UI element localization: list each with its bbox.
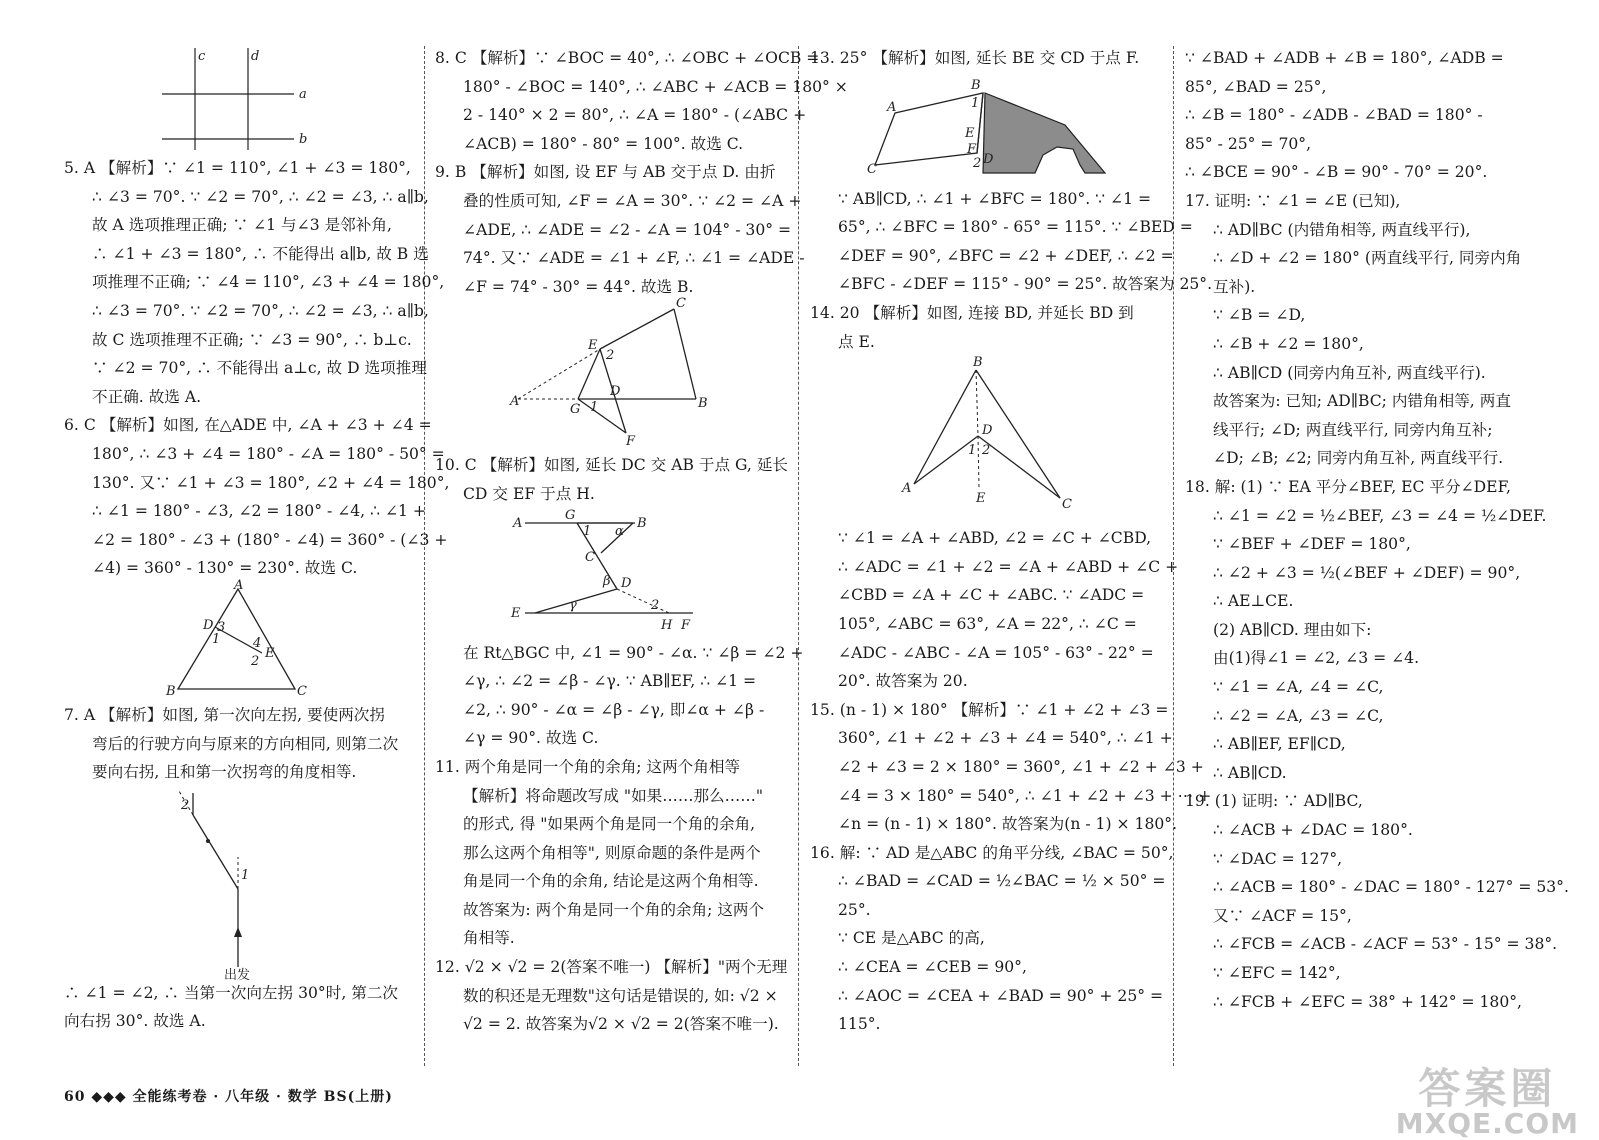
text-line: ∴ ∠B = 180° - ∠ADB - ∠BAD = 180° - bbox=[1185, 106, 1483, 125]
fig-label-a: a bbox=[299, 87, 307, 102]
text-line: (2) AB∥CD. 理由如下: bbox=[1213, 620, 1372, 639]
text-line: ∠ADE, ∴ ∠ADE = ∠2 - ∠A = 104° - 30° = bbox=[463, 220, 792, 239]
text-line: 7. A 【解析】如图, 第一次向左拐, 要使两次拐 bbox=[64, 705, 385, 724]
column-2 bbox=[435, 44, 848, 1039]
text-line: ∴ ∠2 = ∠A, ∠3 = ∠C, bbox=[1213, 706, 1384, 725]
fig-label-B: B bbox=[973, 355, 983, 371]
text-line: ∴ ∠3 = 70°. ∵ ∠2 = 70°, ∴ ∠2 = ∠3, ∴ a∥b, bbox=[92, 301, 429, 320]
text-line: 10. C 【解析】如图, 延长 DC 交 AB 于点 G, 延长 bbox=[435, 456, 789, 475]
text-line: 【解析】将命题改写成 "如果……那么……" bbox=[463, 786, 763, 805]
fig-label-D: D bbox=[621, 575, 632, 591]
text-line: 65°, ∴ ∠BFC = 180° - 65° = 115°. ∵ ∠BED = bbox=[838, 218, 1193, 237]
fig-label-gamma: γ bbox=[569, 597, 577, 613]
fig-label-G: G bbox=[570, 402, 581, 418]
text-line: ∵ ∠BAD + ∠ADB + ∠B = 180°, ∠ADB = bbox=[1185, 49, 1504, 67]
text-line: 角是同一个角的余角, 结论是这两个角相等. bbox=[463, 872, 759, 891]
answer-18 bbox=[1185, 473, 1547, 788]
text-line: ∠4) = 360° - 130° = 230°. 故选 C. bbox=[92, 559, 358, 578]
fig-label-B: B bbox=[165, 683, 176, 699]
answer-6 bbox=[64, 411, 450, 583]
text-line: ∠2 + ∠3 = 2 × 180° = 360°, ∠1 + ∠2 + ∠3 + bbox=[838, 757, 1204, 776]
fig-label-1: 1 bbox=[968, 443, 977, 459]
fig-label-4: 4 bbox=[252, 635, 261, 651]
text-line: 不正确. 故选 A. bbox=[92, 387, 202, 406]
fig-label-2: 2 bbox=[180, 797, 189, 813]
text-line: 18. 解: (1) ∵ EA 平分∠BEF, EC 平分∠DEF, bbox=[1185, 477, 1511, 496]
text-line: ∠DEF = 90°, ∠BFC = ∠2 + ∠DEF, ∴ ∠2 = bbox=[838, 246, 1174, 265]
text-line: ∴ AD∥BC (内错角相等, 两直线平行), bbox=[1213, 220, 1471, 239]
text-line: ∴ ∠D + ∠2 = 180° (两直线平行, 同旁内角 bbox=[1213, 249, 1522, 268]
figure-zigzag-parallel bbox=[435, 509, 785, 639]
text-line: ∵ ∠2 = 70°, ∴ 不能得出 a⊥c, 故 D 选项推理 bbox=[92, 359, 427, 378]
text-line: ∠2 = 180° - ∠3 + (180° - ∠4) = 360° - (∠3 + bbox=[92, 530, 448, 549]
text-line: 故 C 选项推理不正确; ∵ ∠3 = 90°, ∴ b⊥c. bbox=[92, 330, 412, 349]
text-line: 角相等. bbox=[463, 929, 515, 948]
fig-label-1: 1 bbox=[590, 400, 599, 416]
text-line: 25°. bbox=[838, 900, 871, 919]
text-line: 9. B 【解析】如图, 设 EF 与 AB 交于点 D. 由折 bbox=[435, 163, 776, 182]
text-line: 点 E. bbox=[838, 332, 875, 351]
text-line: ∠2, ∴ 90° - ∠α = ∠β - ∠γ, 即∠α + ∠β - bbox=[463, 700, 765, 719]
fig-label-A: A bbox=[887, 99, 897, 115]
text-line: 360°, ∠1 + ∠2 + ∠3 + ∠4 = 540°, ∴ ∠1 + bbox=[838, 729, 1173, 748]
fig-label-D: D bbox=[202, 617, 213, 633]
text-line: 2 - 140° × 2 = 80°, ∴ ∠A = 180° - (∠ABC + bbox=[463, 106, 807, 125]
text-line: 要向右拐, 且和第一次拐弯的角度相等. bbox=[92, 763, 357, 782]
answer-17 bbox=[1185, 187, 1535, 473]
text-line: ∵ ∠1 = ∠A, ∠4 = ∠C, bbox=[1213, 678, 1384, 697]
figure-parallel-lines bbox=[64, 44, 411, 154]
figure-folded-triangle bbox=[435, 296, 785, 451]
figure-turning-path bbox=[64, 787, 411, 983]
text-line: ∴ AB∥CD. bbox=[1213, 763, 1287, 782]
text-line: 由(1)得∠1 = ∠2, ∠3 = ∠4. bbox=[1213, 649, 1420, 668]
text-line: 16. 解: ∵ AD 是△ABC 的角平分线, ∠BAC = 50°, bbox=[810, 843, 1174, 862]
text-line: 85°, ∠BAD = 25°, bbox=[1185, 77, 1327, 96]
column-4 bbox=[1185, 44, 1569, 1016]
answer-7 bbox=[64, 701, 411, 787]
fig-label-A: A bbox=[510, 394, 520, 410]
answer-13 bbox=[810, 44, 1160, 73]
fig-label-1: 1 bbox=[211, 631, 220, 647]
text-line: 17. 证明: ∵ ∠1 = ∠E (已知), bbox=[1185, 191, 1401, 210]
fig-label-2: 2 bbox=[606, 348, 615, 364]
text-line: ∴ AB∥CD (同旁内角互补, 两直线平行). bbox=[1213, 363, 1486, 382]
text-line: 5. A 【解析】∵ ∠1 = 110°, ∠1 + ∠3 = 180°, bbox=[64, 159, 411, 177]
text-line: ∴ ∠B + ∠2 = 180°, bbox=[1213, 334, 1364, 353]
text-line: ∴ ∠FCB + ∠EFC = 38° + 142° = 180°, bbox=[1213, 992, 1522, 1011]
text-line: 74°. 又∵ ∠ADE = ∠1 + ∠F, ∴ ∠1 = ∠ADE - bbox=[463, 249, 805, 268]
fig-label-1: 1 bbox=[240, 867, 249, 883]
fig-label-2: 2 bbox=[973, 155, 982, 171]
text-line: ∠n = (n - 1) × 180°. 故答案为(n - 1) × 180°. bbox=[838, 815, 1178, 834]
fig-label-D: D bbox=[610, 384, 621, 400]
text-line: ∴ ∠1 = ∠2 = ½∠BEF, ∠3 = ∠4 = ½∠DEF. bbox=[1213, 506, 1547, 525]
fig-label-F: F bbox=[681, 617, 691, 633]
page-footer: 60 ◆◆◆ 全能练考卷 · 八年级 · 数学 BS(上册) bbox=[64, 1089, 393, 1105]
fig-label-2: 2 bbox=[250, 653, 259, 669]
text-line: ∴ ∠ADC = ∠1 + ∠2 = ∠A + ∠ABD + ∠C + bbox=[838, 557, 1179, 576]
text-line: 180° - ∠BOC = 140°, ∴ ∠ABC + ∠ACB = 180° × bbox=[463, 77, 848, 96]
site-watermark bbox=[1395, 1064, 1579, 1140]
text-line: ∴ ∠CEA = ∠CEB = 90°, bbox=[838, 958, 1027, 977]
answer-13-body bbox=[810, 185, 1213, 299]
text-line: ∴ ∠1 = 180° - ∠3, ∠2 = 180° - ∠4, ∴ ∠1 + bbox=[92, 502, 426, 521]
text-line: ∠ADC - ∠ABC - ∠A = 105° - 63° - 22° = bbox=[838, 643, 1154, 662]
fig-label-2: 2 bbox=[982, 443, 991, 459]
answer-8 bbox=[435, 44, 848, 158]
column-3 bbox=[810, 44, 1213, 1039]
fig-label-E: E bbox=[511, 605, 521, 621]
text-line: 故答案为: 已知; AD∥BC; 内错角相等, 两直 bbox=[1213, 392, 1511, 411]
fig-label-E: E bbox=[965, 125, 975, 141]
text-line: 的形式, 得 "如果两个角是同一个角的余角, bbox=[463, 815, 756, 834]
text-line: 13. 25° 【解析】如图, 延长 BE 交 CD 于点 F. bbox=[810, 49, 1140, 67]
answer-16 bbox=[810, 839, 1174, 1039]
text-line: ∵ ∠EFC = 142°, bbox=[1213, 964, 1341, 982]
text-line: ∠D; ∠B; ∠2; 同旁内角互补, 两直线平行. bbox=[1213, 449, 1504, 468]
fig-label-F: F bbox=[967, 141, 977, 157]
answer-16-continued bbox=[1185, 44, 1535, 187]
text-line: 180°, ∴ ∠3 + ∠4 = 180° - ∠A = 180° - 50° = bbox=[92, 444, 445, 463]
fig-label-C: C bbox=[296, 683, 307, 699]
text-line: 105°, ∠ABC = 63°, ∠A = 22°, ∴ ∠C = bbox=[838, 614, 1137, 633]
text-line: ∵ CE 是△ABC 的高, bbox=[838, 929, 985, 948]
answer-10 bbox=[435, 451, 789, 508]
text-line: 在 Rt△BGC 中, ∠1 = 90° - ∠α. ∵ ∠β = ∠2 + bbox=[463, 643, 804, 662]
text-line: 6. C 【解析】如图, 在△ADE 中, ∠A + ∠3 + ∠4 = bbox=[64, 416, 432, 435]
answer-9 bbox=[435, 158, 805, 301]
text-line: 15. (n - 1) × 180° 【解析】∵ ∠1 + ∠2 + ∠3 = bbox=[810, 700, 1169, 719]
text-line: ∠ACB) = 180° - 80° = 100°. 故选 C. bbox=[463, 134, 744, 153]
column-1 bbox=[64, 44, 450, 1036]
text-line: √2 = 2. 故答案为√2 × √2 = 2(答案不唯一). bbox=[463, 1015, 779, 1034]
fig-label-C: C bbox=[1062, 497, 1072, 513]
figure-parallelogram-shape bbox=[810, 73, 1160, 185]
text-line: ∴ ∠ACB = 180° - ∠DAC = 180° - 127° = 53°. bbox=[1213, 878, 1569, 897]
text-line: 11. 两个角是同一个角的余角; 这两个角相等 bbox=[435, 757, 741, 776]
fig-label-start: 出发 bbox=[223, 967, 250, 983]
watermark-logo-text: 答案圈 bbox=[1418, 1064, 1557, 1113]
fig-label-H: H bbox=[661, 617, 673, 633]
fig-label-B: B bbox=[698, 396, 708, 412]
text-line: 叠的性质可知, ∠F = ∠A = 30°. ∵ ∠2 = ∠A + bbox=[463, 191, 802, 210]
fig-label-1: 1 bbox=[971, 95, 980, 111]
text-line: ∴ ∠ACB + ∠DAC = 180°. bbox=[1213, 821, 1413, 840]
figure-triangle-ade bbox=[64, 577, 411, 701]
answer-15 bbox=[810, 696, 1212, 839]
text-line: 互补). bbox=[1213, 277, 1256, 296]
text-line: ∠BFC - ∠DEF = 115° - 90° = 25°. 故答案为 25°. bbox=[838, 275, 1213, 294]
fig-label-1: 1 bbox=[583, 523, 592, 539]
fig-label-2: 2 bbox=[651, 597, 660, 613]
fig-label-A: A bbox=[233, 577, 243, 593]
fig-label-b: b bbox=[299, 132, 308, 147]
fig-label-d: d bbox=[251, 49, 260, 64]
text-line: ∴ ∠3 = 70°. ∵ ∠2 = 70°, ∴ ∠2 = ∠3, ∴ a∥b, bbox=[92, 187, 429, 206]
text-line: 85° - 25° = 70°, bbox=[1185, 134, 1312, 153]
fig-label-3: 3 bbox=[216, 619, 225, 635]
fig-label-D: D bbox=[982, 423, 993, 439]
text-line: ∴ ∠FCB = ∠ACB - ∠ACF = 53° - 15° = 38°. bbox=[1213, 935, 1558, 954]
text-line: ∴ ∠2 + ∠3 = ½(∠BEF + ∠DEF) = 90°, bbox=[1213, 563, 1521, 582]
text-line: ∠CBD = ∠A + ∠C + ∠ABC. ∵ ∠ADC = bbox=[838, 586, 1145, 605]
text-line: 20°. 故答案为 20. bbox=[838, 672, 968, 691]
text-line: ∠γ = 90°. 故选 C. bbox=[463, 729, 599, 748]
fig-label-C: C bbox=[867, 161, 877, 177]
answer-10-body bbox=[435, 639, 804, 753]
text-line: 14. 20 【解析】如图, 连接 BD, 并延长 BD 到 bbox=[810, 303, 1134, 322]
text-line: 19. (1) 证明: ∵ AD∥BC, bbox=[1185, 792, 1363, 811]
fig-label-B: B bbox=[971, 77, 981, 93]
fig-label-c: c bbox=[198, 49, 206, 64]
text-line: ∵ ∠BEF + ∠DEF = 180°, bbox=[1213, 535, 1411, 554]
fig-label-E: E bbox=[264, 645, 274, 661]
text-line: ∠4 = 3 × 180° = 540°, ∴ ∠1 + ∠2 + ∠3 + ⋯ + bbox=[838, 786, 1212, 805]
figure-arrowhead bbox=[810, 356, 1160, 524]
watermark-url: MXQE.COM bbox=[1395, 1107, 1579, 1140]
answer-14 bbox=[810, 299, 1160, 356]
text-line: ∴ ∠BAD = ∠CAD = ½∠BAC = ½ × 50° = bbox=[838, 872, 1166, 891]
fig-label-A: A bbox=[513, 515, 523, 531]
text-line: ∴ ∠1 + ∠3 = 180°, ∴ 不能得出 a∥b, 故 B 选 bbox=[92, 244, 429, 263]
fig-label-E: E bbox=[976, 491, 986, 507]
fig-label-B: B bbox=[637, 515, 647, 531]
fig-label-C: C bbox=[676, 296, 686, 312]
text-line: ∠F = 74° - 30° = 44°. 故选 B. bbox=[463, 277, 694, 296]
fig-label-C: C bbox=[585, 549, 595, 565]
text-line: 115°. bbox=[838, 1015, 881, 1034]
text-line: CD 交 EF 于点 H. bbox=[463, 484, 595, 503]
text-line: 故 A 选项推理正确; ∵ ∠1 与∠3 是邻补角, bbox=[92, 216, 392, 235]
text-line: 那么这两个角相等", 则原命题的条件是两个 bbox=[463, 843, 761, 862]
answer-19 bbox=[1185, 787, 1569, 1016]
text-line: ∴ AE⊥CE. bbox=[1213, 592, 1294, 611]
text-line: 130°. 又∵ ∠1 + ∠3 = 180°, ∠2 + ∠4 = 180°, bbox=[92, 473, 450, 492]
text-line: ∵ AB∥CD, ∴ ∠1 + ∠BFC = 180°. ∵ ∠1 = bbox=[838, 189, 1152, 208]
text-line: 项推理不正确; ∵ ∠4 = 110°, ∠3 + ∠4 = 180°, bbox=[92, 273, 445, 292]
text-line: 12. √2 × √2 = 2(答案不唯一) 【解析】"两个无理 bbox=[435, 958, 788, 977]
text-line: 8. C 【解析】∵ ∠BOC = 40°, ∴ ∠OBC + ∠OCB = bbox=[435, 49, 820, 67]
text-line: ∴ ∠1 = ∠2, ∴ 当第一次向左拐 30°时, 第二次 bbox=[64, 983, 399, 1002]
text-line: ∵ ∠B = ∠D, bbox=[1213, 306, 1306, 325]
answer-7-conclusion bbox=[64, 979, 411, 1036]
text-line: 弯后的行驶方向与原来的方向相同, 则第二次 bbox=[92, 734, 399, 753]
answer-5 bbox=[64, 154, 445, 411]
fig-label-D: D bbox=[983, 151, 994, 167]
fig-label-A: A bbox=[902, 481, 912, 497]
fig-label-alpha: α bbox=[615, 523, 624, 539]
fig-label-G: G bbox=[565, 507, 576, 523]
text-line: 线平行; ∠D; 两直线平行, 同旁内角互补; bbox=[1213, 420, 1493, 439]
text-line: ∴ AB∥EF, EF∥CD, bbox=[1213, 735, 1346, 754]
answer-12 bbox=[435, 953, 788, 1039]
text-line: ∴ ∠AOC = ∠CEA + ∠BAD = 90° + 25° = bbox=[838, 986, 1164, 1005]
text-line: ∴ ∠BCE = 90° - ∠B = 90° - 70° = 20°. bbox=[1185, 163, 1488, 182]
answer-11 bbox=[435, 753, 785, 953]
text-line: 故答案为: 两个角是同一个角的余角; 这两个 bbox=[463, 900, 765, 919]
answer-14-body bbox=[810, 524, 1179, 696]
text-line: ∵ ∠1 = ∠A + ∠ABD, ∠2 = ∠C + ∠CBD, bbox=[838, 529, 1152, 548]
text-line: ∠γ, ∴ ∠2 = ∠β - ∠γ. ∵ AB∥EF, ∴ ∠1 = bbox=[463, 672, 757, 691]
text-line: 又∵ ∠ACF = 15°, bbox=[1213, 906, 1352, 925]
text-line: 向右拐 30°. 故选 A. bbox=[64, 1012, 206, 1031]
fig-label-beta: β bbox=[603, 573, 611, 589]
fig-label-E: E bbox=[588, 338, 598, 354]
fig-label-F: F bbox=[626, 434, 636, 450]
text-line: ∵ ∠DAC = 127°, bbox=[1213, 849, 1343, 868]
text-line: 数的积还是无理数"这句话是错误的, 如: √2 × bbox=[463, 986, 778, 1005]
